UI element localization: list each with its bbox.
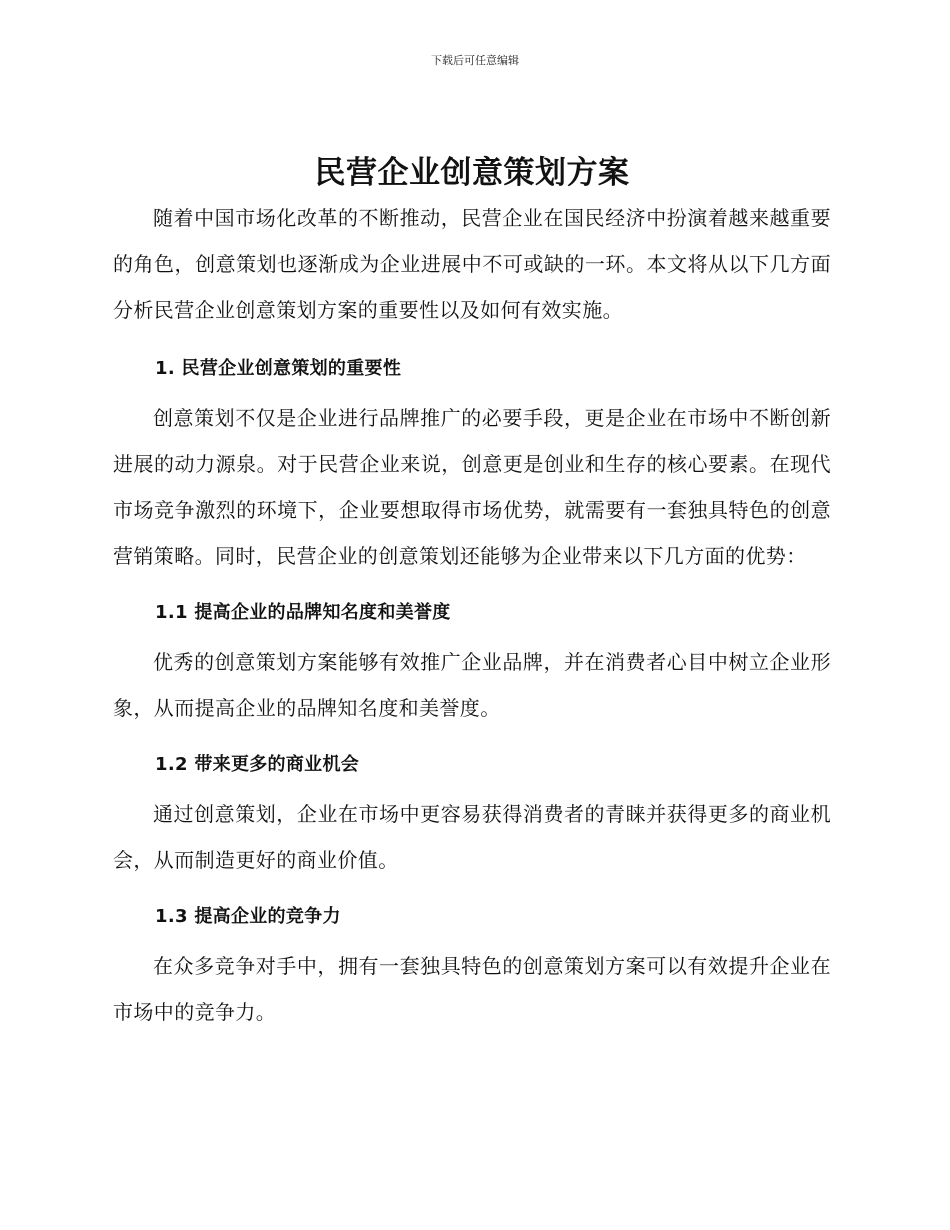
- intro-paragraph: 随着中国市场化改革的不断推动，民营企业在国民经济中扮演着越来越重要的角色，创意策划也逐渐成为企业进展中不可或缺的一环。本文将从以下几方面分析民营企业创意策划方案的重要性以及如何有效实施。: [113, 206, 831, 322]
- section-heading-1: 1. 民营企业创意策划的重要性: [155, 358, 402, 379]
- section-body-1-3: 在众多竞争对手中，拥有一套独具特色的创意策划方案可以有效提升企业在市场中的竞争力。: [113, 954, 831, 1024]
- section-heading-1-1: 1.1 提高企业的品牌知名度和美誉度: [155, 602, 451, 623]
- section-body-1: 创意策划不仅是企业进行品牌推广的必要手段，更是企业在市场中不断创新进展的动力源泉。对于民营企业来说，创意更是创业和生存的核心要素。在现代市场竞争激烈的环境下，企业要想取得市场优势，就需要有一套独具特色的创意营销策略。同时，民营企业的创意策划还能够为企业带来以下几方面的优势：: [113, 406, 831, 568]
- section-body-1-1: 优秀的创意策划方案能够有效推广企业品牌，并在消费者心目中树立企业形象，从而提高企业的品牌知名度和美誉度。: [113, 650, 831, 720]
- document-body: [113, 148, 831, 1035]
- section-heading-1-3: 1.3 提高企业的竞争力: [155, 906, 341, 927]
- document-title: 民营企业创意策划方案: [314, 155, 630, 191]
- section-body-1-2: 通过创意策划，企业在市场中更容易获得消费者的青睐并获得更多的商业机会，从而制造更好的商业价值。: [113, 802, 831, 872]
- section-heading-1-2: 1.2 带来更多的商业机会: [155, 754, 360, 775]
- header-note: 下载后可任意编辑: [431, 54, 519, 67]
